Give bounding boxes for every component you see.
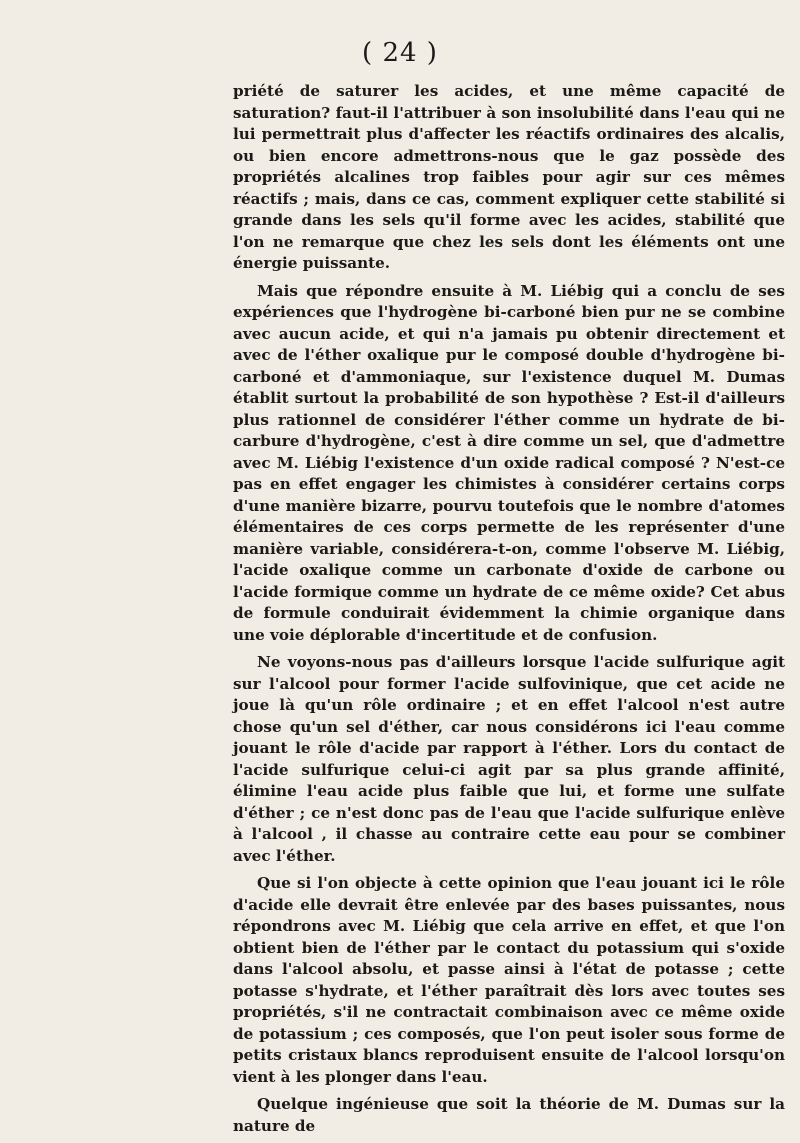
paragraph-1: priété de saturer les acides, et une même capacité de saturation? faut-il l'attribuer à son insolubilité dans l'eau qui ne lui permettrait plus d'affecter les réactifs ordinaires des alcalis, ou bien encore admettrons-nous que le gaz possède des propriétés alcalines trop faibles pour agir sur ces mêmes réactifs ; mais, dans ce cas, comment expliquer cette stabilité si grande dans les sels qu'il forme avec les acides, stabilité que l'on ne remarque que chez les sels dont les éléments ont une énergie puissante. xyxy=(233,82,785,272)
paragraph-2: Mais que répondre ensuite à M. Liébig qui a conclu de ses expériences que l'hydrogène bi-carboné bien pur ne se combine avec aucun acide, et qui n'a jamais pu obtenir directement et avec de l'éther oxalique pur le composé double d'hydrogène bi-carboné et d'ammoniaque, sur l'existence duquel M. Dumas établit surtout la probabilité de son hypothèse ? Est-il d'ailleurs plus rationnel de considérer l'éther comme un hydrate de bi-carbure d'hydrogène, c'est à dire comme un sel, que d'admettre avec M. Liébig l'existence d'un oxide radical composé ? N'est-ce pas en effet engager les chimistes à considérer certains corps d'une manière bizarre, pourvu toutefois que le nombre d'atomes élémentaires de ces corps permette de les représenter d'une manière variable, considérera-t-on, comme l'observe M. Liébig, l'acide oxalique comme un carbonate d'oxide de carbone ou l'acide formique comme un hydrate de ce même oxide? Cet abus de formule conduirait évidemment la chimie organique dans une voie déplorable d'incertitude et de confusion. xyxy=(233,281,785,644)
paragraph-4: Que si l'on objecte à cette opinion que l'eau jouant ici le rôle d'acide elle devrait être enlevée par des bases puissantes, nous répondrons avec M. Liébig que cela arrive en effet, et que l'on obtient bien de l'éther par le contact du potassium qui s'oxide dans l'alcool absolu, et passe ainsi à l'état de potasse ; cette potasse s'hydrate, et l'éther paraîtrait dès lors avec toutes ses propriétés, s'il ne contractait combinaison avec ce même oxide de potassium ; ces composés, que l'on peut isoler sous forme de petits cristaux blancs reproduisent ensuite de l'alcool lorsqu'on vient à les plonger dans l'eau. xyxy=(233,874,785,1086)
paragraph-3: Ne voyons-nous pas d'ailleurs lorsque l'acide sulfurique agit sur l'alcool pour former l'acide sulfovinique, que cet acide ne joue là qu'un rôle ordinaire ; et en effet l'alcool n'est autre chose qu'un sel d'éther, car nous considérons ici l'eau comme jouant le rôle d'acide par rapport à l'éther. Lors du contact de l'acide sulfurique celui-ci agit par sa plus grande affinité, élimine l'eau acide plus faible que lui, et forme une sulfate d'éther ; ce n'est donc pas de l'eau que l'acide sulfurique enlève à l'alcool , il chasse au contraire cette eau pour se combiner avec l'éther. xyxy=(233,653,785,865)
page-number: ( 24 ) xyxy=(362,38,438,68)
paragraph-5: Quelque ingénieuse que soit la théorie de M. Dumas sur la nature de xyxy=(233,1095,785,1135)
text-body xyxy=(233,81,785,1143)
